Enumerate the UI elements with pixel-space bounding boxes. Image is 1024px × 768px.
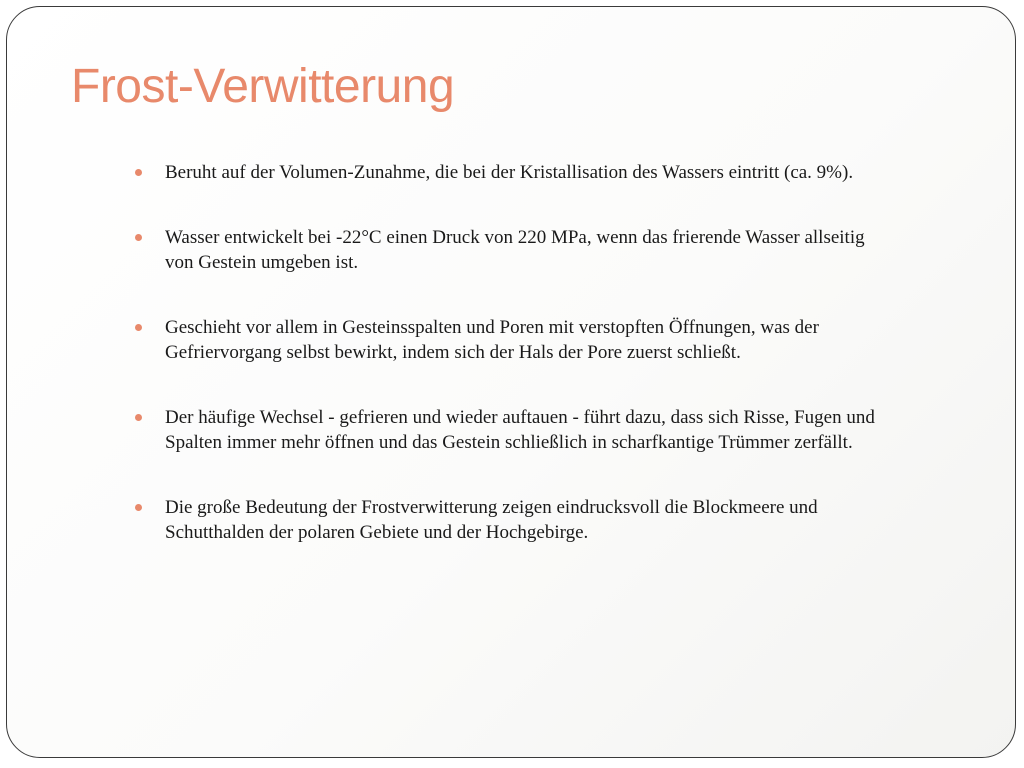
bullet-list: [135, 160, 895, 545]
bullet-dot-icon: [135, 169, 142, 176]
bullet-dot-icon: [135, 234, 142, 241]
bullet-dot-icon: [135, 414, 142, 421]
bullet-text: Wasser entwickelt bei -22°C einen Druck von 220 MPa, wenn das frierende Wasser allseitig von Gestein umgeben ist.: [165, 227, 865, 273]
bullet-text: Der häufige Wechsel - gefrieren und wieder auftauen - führt dazu, dass sich Risse, Fugen und Spalten immer mehr öffnen und das Gestein schließlich in scharfkantige Trümmer zerfällt.: [165, 407, 875, 453]
bullet-item: [135, 495, 895, 545]
bullet-dot-icon: [135, 504, 142, 511]
bullet-dot-icon: [135, 324, 142, 331]
bullet-text: Beruht auf der Volumen-Zunahme, die bei der Kristallisation des Wassers eintritt (ca. 9%).: [165, 162, 854, 183]
slide-frame: [6, 6, 1016, 758]
bullet-item: [135, 315, 895, 365]
bullet-text: Die große Bedeutung der Frostverwitterung zeigen eindrucksvoll die Blockmeere und Schutthalden der polaren Gebiete und der Hochgebirge.: [165, 497, 818, 543]
slide-title: Frost-Verwitterung: [71, 60, 455, 113]
bullet-item: [135, 225, 895, 275]
bullet-text: Geschieht vor allem in Gesteinsspalten und Poren mit verstopften Öffnungen, was der Gefriervorgang selbst bewirkt, indem sich der Hals der Pore zuerst schließt.: [165, 317, 819, 363]
bullet-item: [135, 405, 895, 455]
bullet-item: [135, 160, 895, 185]
